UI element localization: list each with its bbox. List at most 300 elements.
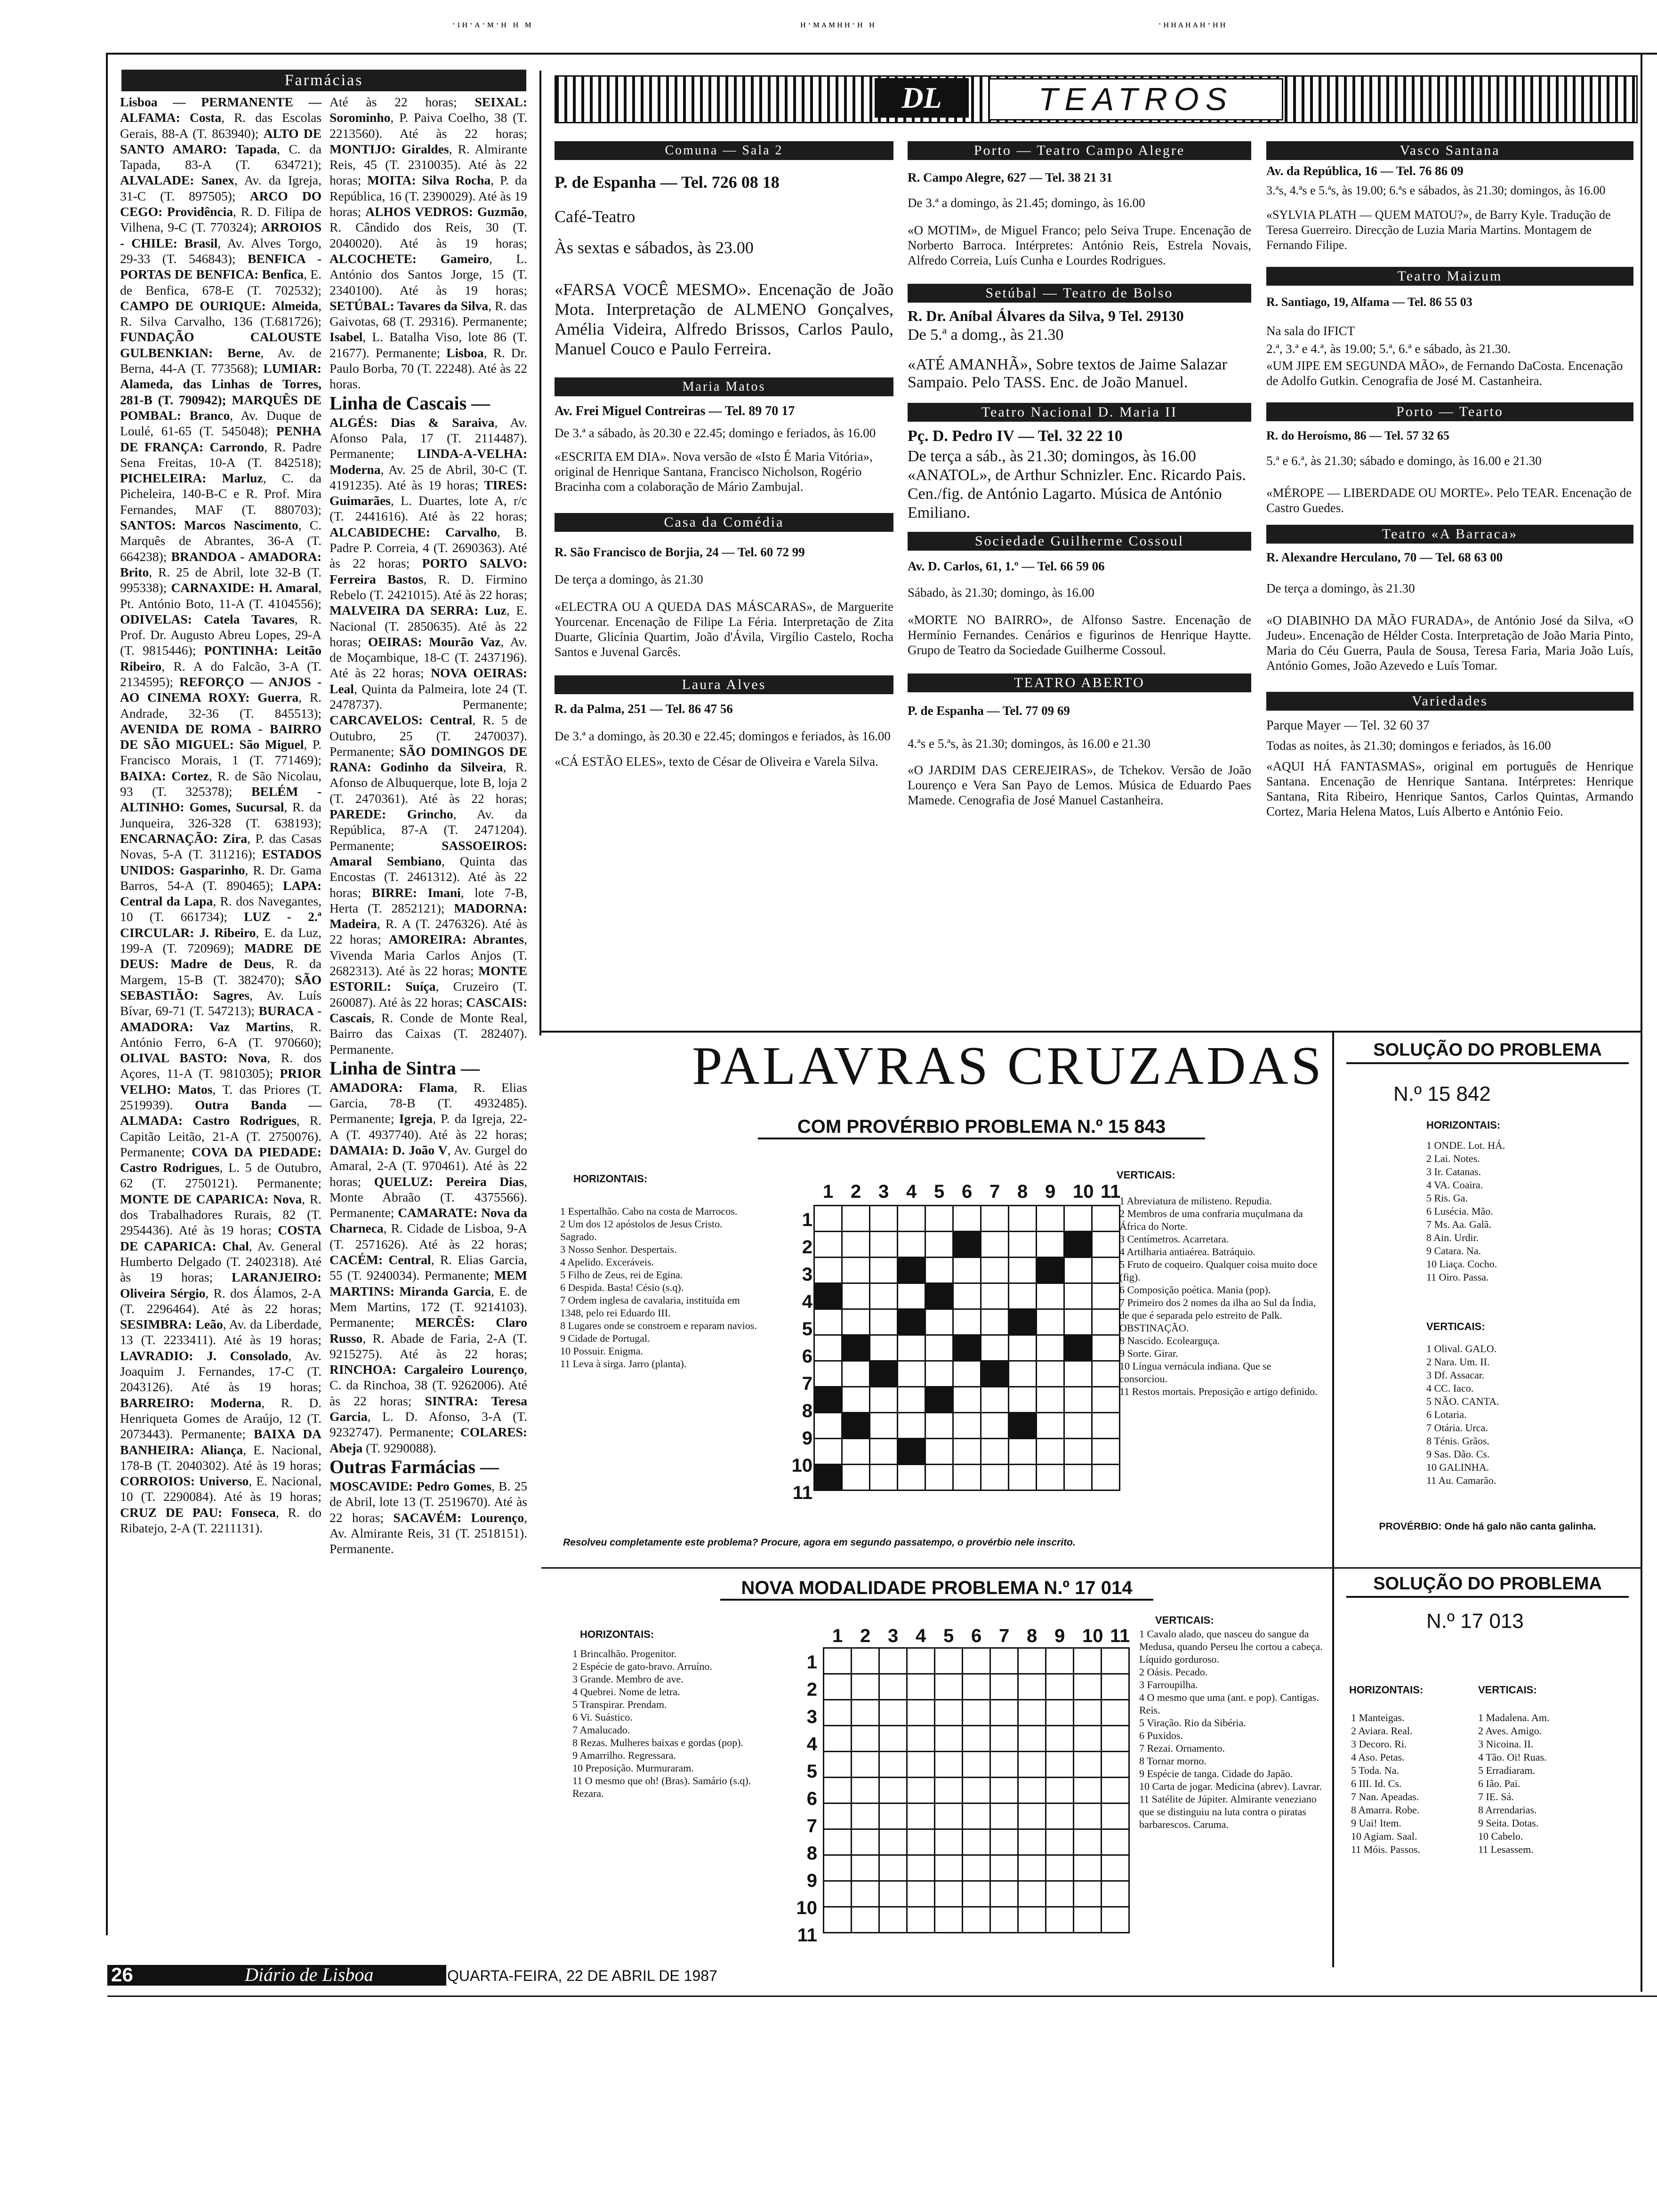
maria-matos-times: De 3.ª a sábado, às 20.30 e 22.45; domingo e feriados, às 16.00 (555, 426, 876, 440)
clue-item: 3 Ir. Catanas. (1426, 1166, 1481, 1178)
clue-item: 10 Carta de jogar. Medicina (abrev). Lavrar. (1139, 1780, 1322, 1792)
grid-cell[interactable] (953, 1361, 981, 1387)
grid-cell[interactable] (1092, 1413, 1120, 1439)
grid-cell[interactable] (953, 1439, 981, 1465)
grid-cell[interactable] (963, 1803, 990, 1829)
grid-cell[interactable] (935, 1700, 963, 1726)
column-number: 4 (906, 1181, 917, 1202)
grid-cell[interactable] (1009, 1258, 1037, 1283)
top-mark-center: ʜ·ᴍᴀᴍʜʜ·ʜ ʜ (800, 18, 877, 30)
grid-cell[interactable] (879, 1752, 907, 1778)
grid-cell[interactable] (990, 1803, 1018, 1829)
nacional-times: De terça a sáb., às 21.30; domingos, às 16.00 (908, 448, 1196, 465)
grid-cell[interactable] (852, 1648, 879, 1674)
row-number: 8 (802, 1401, 812, 1421)
grid-cell[interactable] (935, 1778, 963, 1803)
grid-cell[interactable] (852, 1726, 879, 1752)
grid-cell[interactable] (981, 1206, 1009, 1232)
farmacias-outra-banda-cont: Até às 22 horas; SEIXAL: Sorominho, P. Paiva Coelho, 38 (T. 2213560). Até às 22 horas; MONTIJO: Giraldes, R. Almirante Reis, 45 (T. 2310035). Até às 22 horas; MOITA: Silva Rocha, P. da República, 16 (T. 2390029). Até às 19 horas; ALHOS VEDROS: Guzmão, R. Cândido dos Reis, 30 (T. 2040020). Até às 19 horas; ALCOCHETE: Gameiro, L. António dos Santos Jorge, 15 (T. 2340100). Até às 19 horas; SETÚBAL: Tavares da Silva, R. das Gaivotas, 68 (T. 29316). Permanente; Isabel, L. Batalha Viso, lote 86 (T. 21677). Permanente; Lisboa, R. Dr. Paulo Borba, 70 (T. 22248). Até às 22 horas. (330, 95, 527, 392)
grid-cell[interactable] (1046, 1752, 1074, 1778)
grid-cell[interactable] (1046, 1700, 1074, 1726)
aberto-header: TEATRO ABERTO (908, 673, 1251, 692)
grid-cell[interactable] (963, 1726, 990, 1752)
grid-cell[interactable] (870, 1413, 898, 1439)
grid-cell[interactable] (1018, 1726, 1046, 1752)
vasco-description: «SYLVIA PLATH — QUEM MATOU?», de Barry Kyle. Tradução de Teresa Guerreiro. Direcção de Luzia Maria Martins. Montagem de Fernando Filipe. (1266, 208, 1611, 252)
maizum-description: «UM JIPE EM SEGUNDA MÃO», de Fernando DaCosta. Encenação de Adolfo Gutkin. Cenografia de José M. Castanheira. (1266, 359, 1623, 388)
row-number: 10 (796, 1898, 817, 1918)
grid-cell[interactable] (1046, 1803, 1074, 1829)
grid-cell[interactable] (935, 1648, 963, 1674)
grid-cell[interactable] (963, 1829, 990, 1855)
grid-cell[interactable] (953, 1258, 981, 1283)
grid-cell[interactable] (1009, 1387, 1037, 1413)
grid-cell[interactable] (852, 1881, 879, 1907)
grid-cell[interactable] (1018, 1674, 1046, 1700)
setubal-description: «ATÉ AMANHÃ», Sobre textos de Jaime Salazar Sampaio. Pelo TASS. Enc. de João Manuel. (908, 356, 1227, 391)
clue-item: 5 Toda. Na. (1351, 1764, 1399, 1776)
grid-row (814, 1309, 1120, 1335)
grid-cell[interactable] (1074, 1907, 1102, 1933)
clue-item: 7 Nan. Apeadas. (1351, 1791, 1419, 1803)
column-number: 10 (1073, 1181, 1094, 1202)
grid-cell[interactable] (925, 1206, 953, 1232)
grid-cell[interactable] (852, 1674, 879, 1700)
grid-cell[interactable] (1092, 1387, 1120, 1413)
grid-cell[interactable] (1018, 1907, 1046, 1933)
solution2-heading: SOLUÇÃO DO PROBLEMA (1346, 1574, 1629, 1598)
grid-cell[interactable] (935, 1726, 963, 1752)
grid-cell[interactable] (925, 1335, 953, 1361)
grid-row (814, 1465, 1120, 1491)
grid-cell[interactable] (842, 1206, 870, 1232)
clue-item: 5 Transpirar. Prendam. (572, 1699, 667, 1710)
grid-cell[interactable] (1037, 1309, 1064, 1335)
grid-cell[interactable] (870, 1335, 898, 1361)
grid-cell[interactable] (907, 1803, 935, 1829)
clue-item: 8 Arrendarias. (1478, 1804, 1537, 1816)
grid-cell[interactable] (1074, 1648, 1102, 1674)
grid-cell[interactable] (953, 1465, 981, 1491)
grid-cell[interactable] (1064, 1387, 1092, 1413)
grid-cell[interactable] (935, 1881, 963, 1907)
solution1-verticais (1426, 1342, 1568, 1487)
grid-cell[interactable] (1064, 1439, 1092, 1465)
grid-cell[interactable] (824, 1881, 852, 1907)
grid-cell[interactable] (879, 1803, 907, 1829)
grid-cell[interactable] (1074, 1726, 1102, 1752)
grid-cell[interactable] (1009, 1439, 1037, 1465)
grid-cell[interactable] (1092, 1206, 1120, 1232)
grid-cell[interactable] (1102, 1829, 1129, 1855)
grid-cell[interactable] (925, 1258, 953, 1283)
grid-cell[interactable] (1064, 1258, 1092, 1283)
grid-cell[interactable] (842, 1361, 870, 1387)
grid-cell[interactable] (824, 1726, 852, 1752)
grid-cell[interactable] (1018, 1881, 1046, 1907)
clue-item: 1 Cavalo alado, que nasceu do sangue da Medusa, quando Perseu lhe cortou a cabeça. Líquido gorduroso. (1139, 1628, 1323, 1665)
right-frame-rule (1641, 53, 1642, 1992)
grid-cell[interactable] (1102, 1803, 1129, 1829)
black-cell (814, 1387, 842, 1413)
grid-cell[interactable] (1074, 1855, 1102, 1881)
grid-cell[interactable] (1064, 1283, 1092, 1309)
grid-cell[interactable] (907, 1674, 935, 1700)
grid-cell[interactable] (935, 1829, 963, 1855)
grid-cell[interactable] (870, 1232, 898, 1258)
grid-cell[interactable] (898, 1465, 925, 1491)
black-cell (1064, 1232, 1092, 1258)
grid-cell[interactable] (842, 1232, 870, 1258)
grid-cell[interactable] (842, 1465, 870, 1491)
grid-cell[interactable] (990, 1907, 1018, 1933)
grid-cell[interactable] (1037, 1413, 1064, 1439)
grid-cell[interactable] (1092, 1232, 1120, 1258)
grid-cell[interactable] (1046, 1648, 1074, 1674)
grid-cell[interactable] (1092, 1309, 1120, 1335)
casa-comedia-description: «ELECTRA OU A QUEDA DAS MÁSCARAS», de Marguerite Yourcenar. Encenação de Filipe La Féria. Interpretação de Zita Duarte, Glicínia Quartim, João d'Ávila, Virgílio Castelo, Rocha Santos e Juvenal Garcês. (555, 600, 893, 659)
grid-cell[interactable] (898, 1335, 925, 1361)
grid-cell[interactable] (852, 1700, 879, 1726)
grid-cell[interactable] (842, 1387, 870, 1413)
grid-cell[interactable] (879, 1907, 907, 1933)
grid-cell[interactable] (1009, 1335, 1037, 1361)
grid-cell[interactable] (935, 1752, 963, 1778)
grid-cell[interactable] (963, 1752, 990, 1778)
grid-cell[interactable] (1092, 1439, 1120, 1465)
row-number: 9 (802, 1428, 812, 1449)
grid-cell[interactable] (1018, 1829, 1046, 1855)
grid-cell[interactable] (1064, 1465, 1092, 1491)
p2-column-numbers (828, 1626, 1130, 1649)
row-number: 2 (802, 1237, 812, 1258)
grid-cell[interactable] (824, 1752, 852, 1778)
grid-cell[interactable] (907, 1778, 935, 1803)
grid-cell[interactable] (981, 1465, 1009, 1491)
grid-cell[interactable] (1092, 1465, 1120, 1491)
grid-cell[interactable] (963, 1648, 990, 1674)
clue-item: 5 Ris. Ga. (1426, 1192, 1468, 1204)
grid-cell[interactable] (1037, 1283, 1064, 1309)
grid-cell[interactable] (990, 1726, 1018, 1752)
grid-cell[interactable] (1037, 1206, 1064, 1232)
grid-cell[interactable] (1074, 1752, 1102, 1778)
grid-cell[interactable] (1102, 1855, 1129, 1881)
grid-cell[interactable] (1074, 1881, 1102, 1907)
grid-cell[interactable] (1046, 1674, 1074, 1700)
grid-cell[interactable] (842, 1283, 870, 1309)
grid-cell[interactable] (990, 1855, 1018, 1881)
grid-cell[interactable] (1046, 1907, 1074, 1933)
p1-horizontais-label: HORIZONTAIS: (573, 1173, 648, 1185)
black-cell (842, 1413, 870, 1439)
grid-cell[interactable] (842, 1309, 870, 1335)
grid-row (824, 1855, 1129, 1881)
grid-cell[interactable] (1102, 1907, 1129, 1933)
grid-cell[interactable] (814, 1439, 842, 1465)
grid-cell[interactable] (990, 1648, 1018, 1674)
grid-cell[interactable] (824, 1674, 852, 1700)
clue-item: 5 Filho de Zeus, rei de Egina. (560, 1269, 683, 1281)
grid-cell[interactable] (1074, 1778, 1102, 1803)
grid-cell[interactable] (1102, 1778, 1129, 1803)
grid-cell[interactable] (852, 1752, 879, 1778)
laura-alves-times: De 3.ª a domingo, às 20.30 e 22.45; domingos e feriados, às 16.00 (555, 729, 891, 743)
clue-item: 3 Nicoina. II. (1478, 1738, 1534, 1750)
solution1-proverbio: PROVÉRBIO: Onde há galo não canta galinha. (1379, 1521, 1596, 1532)
grid-cell[interactable] (953, 1387, 981, 1413)
grid-row (824, 1778, 1129, 1803)
grid-cell[interactable] (953, 1283, 981, 1309)
grid-cell[interactable] (814, 1258, 842, 1283)
grid-cell[interactable] (907, 1726, 935, 1752)
grid-cell[interactable] (1046, 1778, 1074, 1803)
grid-cell[interactable] (852, 1907, 879, 1933)
grid-row (814, 1335, 1120, 1361)
grid-cell[interactable] (1018, 1803, 1046, 1829)
grid-cell[interactable] (1018, 1855, 1046, 1881)
grid-cell[interactable] (981, 1387, 1009, 1413)
barraca-header: Teatro «A Barraca» (1266, 525, 1633, 544)
column-number: 11 (1101, 1181, 1121, 1202)
grid-cell[interactable] (963, 1778, 990, 1803)
grid-cell[interactable] (1037, 1335, 1064, 1361)
farmacias-column-1: Lisboa — PERMANENTE — ALFAMA: Costa, R. das Escolas Gerais, 88-A (T. 863940); ALTO DE SANTO AMARO: Tapada, C. da Tapada, 83-A (T. 634721); ALVALADE: Sanex, Av. da Igreja, 31-C (T. 897505); ARCO DO CEGO: Providência, R. D. Filipa de Vilhena, 9-C (T. 770324); ARROIOS - CHILE: Brasil, Av. Alves Torgo, 29-33 (T. 546843); BENFICA - PORTAS DE BENFICA: Benfica, E. de Benfica, 678-E (T. 702532); CAMPO DE OURIQUE: Almeida, R. Silva Carvalho, 136 (T.681726); FUNDAÇÃO CALOUSTE GULBENKIAN: Berne, Av. de Berna, 44-A (T. 773568); LUMIAR: Alameda, das Linhas de Torres, 281-B (T. 790942); MARQUÊS DE POMBAL: Branco, Av. Duque de Loulé, 61-65 (T. 545048); PENHA DE FRANÇA: Carrondo, R. Padre Sena Freitas, 10-A (T. 842518); PICHELEIRA: Marluz, C. da Picheleira, 140-B-C e R. Prof. Mira Fernandes, MAF (T. 880703); SANTOS: Marcos Nascimento, C. Marquês de Abrantes, 36-A (T. 664238); BRANDOA - AMADORA: Brito, R. 25 de Abril, lote 32-B (T. 995338); CARNAXIDE: H. Amaral, Pt. António Boto, 11-A (T. 4104556); ODIVELAS: Catela Tavares, R. Prof. Dr. Augusto Abreu Lopes, 29-A (T. 9815446); PONTINHA: Leitão Ribeiro, R. A do Falcão, 3-A (T. 2134595); REFORÇO — ANJOS - AO CINEMA ROXY: Guerra, R. Andrade, 32-36 (T. 845513); AVENIDA DE ROMA - BAIRRO DE SÃO MIGUEL: São Miguel, P. Francisco Morais, 1 (T. 771469); BAIXA: Cortez, R. de São Nicolau, 93 (T. 325378); BELÉM - ALTINHO: Gomes, Sucursal, R. da Junqueira, 326-328 (T. 638193); ENCARNAÇÃO: Zira, P. das Casas Novas, 5-A (T. 311216); ESTADOS UNIDOS: Gasparinho, R. Dr. Gama Barros, 54-A (T. 890465); LAPA: Central da Lapa, R. dos Navegantes, 10 (T. 661734); LUZ - 2.ª CIRCULAR: J. Ribeiro, E. da Luz, 199-A (T. 720969); MADRE DE DEUS: Madre de Deus, R. da Margem, 15-B (T. 382470); SÃO SEBASTIÃO: Sagres, Av. Luís Bívar, 69-71 (T. 547213); BURACA - AMADORA: Vaz Martins, R. António Ferro, 6-A (T. 970660); OLIVAL BASTO: Nova, R. dos Açores, 11-A (T. 9810305); PRIOR VELHO: Matos, T. das Priores (T. 2519939). Outra Banda — ALMADA: Castro Rodrigues, R. Capitão Leitão, 21-A (T. 2750076). Permanente; COVA DA PIEDADE: Castro Rodrigues, L. 5 de Outubro, 62 (T. 2750121). Permanente; MONTE DE CAPARICA: Nova, R. dos Trabalhadores Rurais, 82 (T. 2954436). Até às 19 horas; COSTA DE CAPARICA: Chal, Av. General Humberto Delgado (T. 2402318). Até às 19 horas; LARANJEIRO: Oliveira Sérgio, R. dos Álamos, 2-A (T. 2296464). Até às 22 horas; SESIMBRA: Leão, Av. da Liberdade, 13 (T. 2233411). Até às 19 horas; LAVRADIO: J. Consolado, Av. Joaquim J. Fernandes, 17-C (T. 2043126). Até às 19 horas; BARREIRO: Moderna, R. D. Henriqueta Gomes de Araújo, 12 (T. 2073443). Permanente; BAIXA DA BANHEIRA: Aliança, E. Nacional, 178-B (T. 2040302). Até às 19 horas; CORROIOS: Universo, E. Nacional, 10 (T. 2290084). Até às 19 horas; CRUZ DE PAU: Fonseca, R. do Ribatejo, 2-A (T. 2211131). (120, 95, 322, 1536)
grid-cell[interactable] (1037, 1232, 1064, 1258)
grid-cell[interactable] (898, 1232, 925, 1258)
grid-cell[interactable] (1092, 1335, 1120, 1361)
grid-cell[interactable] (870, 1465, 898, 1491)
grid-cell[interactable] (963, 1700, 990, 1726)
column-number: 8 (1017, 1181, 1028, 1202)
grid-cell[interactable] (898, 1387, 925, 1413)
grid-cell[interactable] (1092, 1283, 1120, 1309)
clue-item: 4 Apelido. Exceráveis. (560, 1256, 654, 1268)
grid-cell[interactable] (1092, 1258, 1120, 1283)
grid-cell[interactable] (935, 1674, 963, 1700)
grid-cell[interactable] (990, 1752, 1018, 1778)
grid-cell[interactable] (814, 1232, 842, 1258)
grid-cell[interactable] (870, 1309, 898, 1335)
clue-item: 3 Farroupilha. (1139, 1679, 1198, 1691)
grid-cell[interactable] (1074, 1674, 1102, 1700)
grid-cell[interactable] (879, 1648, 907, 1674)
grid-cell[interactable] (990, 1829, 1018, 1855)
grid-cell[interactable] (1037, 1387, 1064, 1413)
grid-cell[interactable] (814, 1309, 842, 1335)
grid-cell[interactable] (981, 1232, 1009, 1258)
grid-cell[interactable] (898, 1413, 925, 1439)
clue-item: 8 Ténis. Grãos. (1426, 1435, 1490, 1447)
grid-cell[interactable] (925, 1439, 953, 1465)
grid-cell[interactable] (1064, 1413, 1092, 1439)
grid-cell[interactable] (898, 1283, 925, 1309)
grid-cell[interactable] (963, 1855, 990, 1881)
grid-cell[interactable] (990, 1778, 1018, 1803)
grid-cell[interactable] (963, 1674, 990, 1700)
grid-cell[interactable] (935, 1855, 963, 1881)
column-number: 3 (888, 1626, 899, 1646)
grid-cell[interactable] (1037, 1439, 1064, 1465)
barraca-times: De terça a domingo, às 21.30 (1266, 581, 1415, 595)
grid-cell[interactable] (1102, 1700, 1129, 1726)
grid-cell[interactable] (898, 1361, 925, 1387)
variedades-header: Variedades (1266, 692, 1633, 711)
grid-row (814, 1206, 1120, 1232)
column-number: 1 (823, 1181, 834, 1202)
grid-cell[interactable] (814, 1335, 842, 1361)
grid-cell[interactable] (990, 1700, 1018, 1726)
grid-cell[interactable] (981, 1283, 1009, 1309)
grid-cell[interactable] (1102, 1726, 1129, 1752)
grid-cell[interactable] (879, 1855, 907, 1881)
grid-cell[interactable] (990, 1881, 1018, 1907)
grid-cell[interactable] (1102, 1752, 1129, 1778)
grid-cell[interactable] (1009, 1361, 1037, 1387)
grid-cell[interactable] (814, 1413, 842, 1439)
grid-cell[interactable] (852, 1803, 879, 1829)
grid-cell[interactable] (907, 1752, 935, 1778)
column-number: 11 (1110, 1626, 1130, 1646)
grid-cell[interactable] (879, 1726, 907, 1752)
grid-cell[interactable] (1064, 1206, 1092, 1232)
grid-cell[interactable] (1018, 1752, 1046, 1778)
grid-cell[interactable] (824, 1803, 852, 1829)
clue-item: 1 Abreviatura de milisteno. Repudia. (1119, 1195, 1272, 1207)
grid-cell[interactable] (1102, 1648, 1129, 1674)
grid-cell[interactable] (1018, 1648, 1046, 1674)
column-divider-rule (539, 71, 541, 1035)
grid-cell[interactable] (814, 1361, 842, 1387)
grid-cell[interactable] (824, 1907, 852, 1933)
clue-item: 3 Grande. Membro de ave. (572, 1673, 684, 1685)
grid-cell[interactable] (907, 1907, 935, 1933)
grid-cell[interactable] (981, 1309, 1009, 1335)
grid-cell[interactable] (879, 1674, 907, 1700)
p2-horizontais-label: HORIZONTAIS: (580, 1628, 654, 1640)
grid-cell[interactable] (1074, 1803, 1102, 1829)
grid-cell[interactable] (1009, 1465, 1037, 1491)
grid-cell[interactable] (870, 1258, 898, 1283)
grid-cell[interactable] (898, 1206, 925, 1232)
column-number: 7 (989, 1181, 1000, 1202)
clue-item: 9 Uai! Item. (1351, 1817, 1401, 1829)
grid-cell[interactable] (824, 1700, 852, 1726)
clue-item: 7 Ms. Aa. Galã. (1426, 1218, 1492, 1230)
grid-cell[interactable] (870, 1439, 898, 1465)
grid-cell[interactable] (1046, 1726, 1074, 1752)
grid-cell[interactable] (824, 1829, 852, 1855)
grid-cell[interactable] (981, 1439, 1009, 1465)
grid-cell[interactable] (879, 1700, 907, 1726)
grid-cell[interactable] (1009, 1283, 1037, 1309)
grid-cell[interactable] (879, 1829, 907, 1855)
grid-cell[interactable] (824, 1648, 852, 1674)
grid-cell[interactable] (870, 1206, 898, 1232)
grid-cell[interactable] (963, 1881, 990, 1907)
grid-cell[interactable] (852, 1855, 879, 1881)
grid-cell[interactable] (925, 1413, 953, 1439)
grid-cell[interactable] (1074, 1829, 1102, 1855)
grid-cell[interactable] (907, 1855, 935, 1881)
grid-cell[interactable] (981, 1335, 1009, 1361)
grid-cell[interactable] (1046, 1881, 1074, 1907)
grid-cell[interactable] (1102, 1881, 1129, 1907)
grid-cell[interactable] (925, 1309, 953, 1335)
grid-cell[interactable] (1064, 1361, 1092, 1387)
grid-cell[interactable] (907, 1829, 935, 1855)
grid-cell[interactable] (814, 1206, 842, 1232)
maria-matos-header: Maria Matos (555, 377, 893, 396)
grid-cell[interactable] (1037, 1361, 1064, 1387)
grid-cell[interactable] (925, 1465, 953, 1491)
grid-cell[interactable] (907, 1881, 935, 1907)
p1-horizontais-list (560, 1205, 758, 1370)
farmacias-title: Farmácias (121, 70, 526, 91)
row-number: 1 (802, 1210, 812, 1230)
clue-item: 2 Aviara. Real. (1351, 1725, 1413, 1737)
grid-cell[interactable] (879, 1778, 907, 1803)
grid-row (814, 1283, 1120, 1309)
solution1-v-label: VERTICAIS: (1426, 1321, 1485, 1332)
grid-cell[interactable] (953, 1413, 981, 1439)
grid-cell[interactable] (981, 1413, 1009, 1439)
grid-cell[interactable] (1037, 1465, 1064, 1491)
grid-cell[interactable] (870, 1283, 898, 1309)
grid-cell[interactable] (1064, 1309, 1092, 1335)
grid-cell[interactable] (935, 1803, 963, 1829)
variedades-address: Parque Mayer — Tel. 32 60 37 (1266, 718, 1430, 733)
column-number: 6 (971, 1626, 982, 1646)
grid-cell[interactable] (1092, 1361, 1120, 1387)
grid-cell[interactable] (824, 1855, 852, 1881)
clue-item: 9 Catara. Na. (1426, 1245, 1481, 1257)
masthead-logo: Diário de Lisboa (245, 1964, 374, 1985)
grid-cell[interactable] (953, 1206, 981, 1232)
clue-item: 3 Centímetros. Acarretara. (1119, 1233, 1229, 1245)
grid-cell[interactable] (1009, 1206, 1037, 1232)
grid-cell[interactable] (852, 1778, 879, 1803)
grid-cell[interactable] (907, 1648, 935, 1674)
linha-cascais-text: ALGÉS: Dias & Saraiva, Av. Afonso Pala, 17 (T. 2114487). Permanente; LINDA-A-VELHA: Moderna, Av. 25 de Abril, 30-C (T. 4191235). Até às 19 horas; TIRES: Guimarães, L. Duartes, lote A, r/c (T. 2441616). Até às 22 horas; ALCABIDECHE: Carvalho, B. Padre P. Correia, 4 (T. 2690363). Até às 22 horas; PORTO SALVO: Ferreira Bastos, R. D. Firmino Rebelo (T. 2421015). Até às 22 horas; MALVEIRA DA SERRA: Luz, E. Nacional (T. 2850635). Até às 22 horas; OEIRAS: Mourão Vaz, Av. de Moçambique, 18-C (T. 2437196). Até às 22 horas; NOVA OEIRAS: Leal, Quinta da Palmeira, lote 24 (T. 2478737). Permanente; CARCAVELOS: Central, R. 5 de Outubro, 25 (T. 2470037). Permanente; SÃO DOMINGOS DE RANA: Godinho da Silveira, R. Afonso de Albuquerque, lote B, loja 2 (T. 2470361). Até às 22 horas; PAREDE: Grincho, Av. da República, 87-A (T. 2471204). Permanente; SASSOEIROS: Amaral Sembiano, Quinta das Encostas (T. 2461312). Até às 22 horas; BIRRE: Imani, lote 7-B, Herta (T. 2852121); MADORNA: Madeira, R. A (T. 2476326). Até às 22 horas; AMOREIRA: Abrantes, Vivenda Maria Carlos Anjos (T. 2682313). Até às 22 horas; MONTE ESTORIL: Suíça, Cruzeiro (T. 260087). Até às 22 horas; CASCAIS: Cascais, R. Conde de Monte Real, Bairro das Caixas (T. 282407). Permanente. (330, 415, 528, 1057)
grid-cell[interactable] (925, 1232, 953, 1258)
grid-cell[interactable] (963, 1907, 990, 1933)
grid-cell[interactable] (842, 1439, 870, 1465)
p1-verticais-label: VERTICAIS: (1117, 1169, 1175, 1181)
p1-verticais-list (1119, 1194, 1322, 1398)
grid-cell[interactable] (1018, 1700, 1046, 1726)
grid-cell[interactable] (824, 1778, 852, 1803)
grid-cell[interactable] (1009, 1232, 1037, 1258)
grid-cell[interactable] (990, 1674, 1018, 1700)
grid-cell[interactable] (981, 1258, 1009, 1283)
grid-cell[interactable] (879, 1881, 907, 1907)
grid-cell[interactable] (935, 1907, 963, 1933)
grid-cell[interactable] (907, 1700, 935, 1726)
grid-cell[interactable] (870, 1387, 898, 1413)
clue-item: 8 Nascido. Ecolearguça. (1119, 1335, 1220, 1346)
grid-cell[interactable] (852, 1829, 879, 1855)
row-number: 6 (802, 1346, 812, 1367)
grid-cell[interactable] (1102, 1674, 1129, 1700)
grid-cell[interactable] (1074, 1700, 1102, 1726)
grid-cell[interactable] (953, 1309, 981, 1335)
grid-cell[interactable] (925, 1361, 953, 1387)
grid-cell[interactable] (842, 1258, 870, 1283)
grid-cell[interactable] (1046, 1855, 1074, 1881)
grid-cell[interactable] (1018, 1778, 1046, 1803)
grid-cell[interactable] (1046, 1829, 1074, 1855)
